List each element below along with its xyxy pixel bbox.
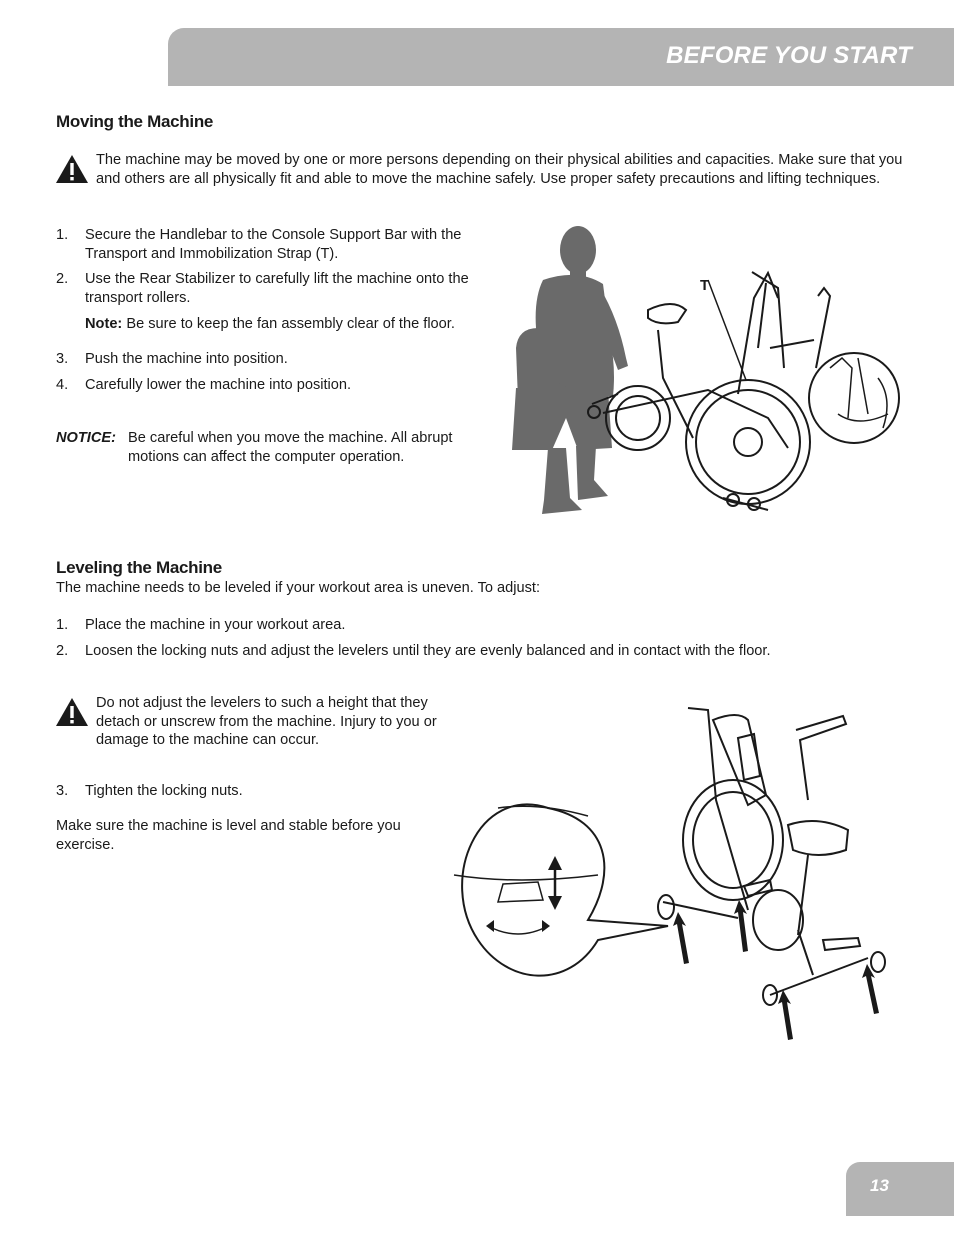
moving-warning-text: The machine may be moved by one or more persons depending on their physical abilities and capacities. Make sure that you and others are all physically fit and able to move the machine safely. Use proper safety precautions and lifting techniques. bbox=[96, 152, 903, 187]
step-text: Use the Rear Stabilizer to carefully lift the machine onto the transport rollers. bbox=[85, 271, 469, 306]
step-text: Loosen the locking nuts and adjust the levelers until they are evenly balanced and in contact with the floor. bbox=[85, 643, 771, 659]
step-number: 1. bbox=[56, 617, 69, 633]
notice-text: Be careful when you move the machine. All abrupt motions can affect the computer operation. bbox=[128, 430, 453, 465]
note-text: Be sure to keep the fan assembly clear of the floor. bbox=[126, 316, 455, 332]
step-text: Secure the Handlebar to the Console Support Bar with the Transport and Immobilization Strap (T). bbox=[85, 227, 462, 262]
step-text: Carefully lower the machine into position. bbox=[85, 377, 352, 393]
leveling-illustration bbox=[448, 690, 898, 1050]
step-number: 3. bbox=[56, 351, 69, 367]
step-text: Place the machine in your workout area. bbox=[85, 617, 346, 633]
step-number: 2. bbox=[56, 643, 69, 659]
leveling-warning-text: Do not adjust the levelers to such a height that they detach or unscrew from the machine. Injury to you or damage to the machine can occur. bbox=[96, 695, 437, 748]
section-heading-leveling: Leveling the Machine bbox=[56, 558, 222, 577]
step-number: 4. bbox=[56, 377, 69, 393]
section-heading-moving: Moving the Machine bbox=[56, 112, 214, 131]
figure-callout-t: T bbox=[700, 277, 710, 294]
step-number: 3. bbox=[56, 783, 69, 799]
notice-label: NOTICE: bbox=[56, 430, 116, 446]
warning-icon bbox=[55, 154, 89, 184]
leveling-closing: Make sure the machine is level and stable before you exercise. bbox=[56, 818, 401, 853]
page-number: 13 bbox=[870, 1176, 889, 1195]
leveling-intro: The machine needs to be leveled if your workout area is uneven. To adjust: bbox=[56, 580, 541, 596]
step-text: Push the machine into position. bbox=[85, 351, 288, 367]
page-title: BEFORE YOU START bbox=[666, 42, 912, 69]
note bbox=[85, 315, 505, 334]
note-label: Note: bbox=[85, 316, 123, 332]
header-band bbox=[168, 28, 954, 86]
warning-icon bbox=[55, 697, 89, 727]
moving-machine-illustration bbox=[508, 218, 908, 528]
step-number: 2. bbox=[56, 271, 69, 287]
step-number: 1. bbox=[56, 227, 69, 243]
page-number-tab bbox=[846, 1162, 954, 1216]
step-text: Tighten the locking nuts. bbox=[85, 783, 243, 799]
